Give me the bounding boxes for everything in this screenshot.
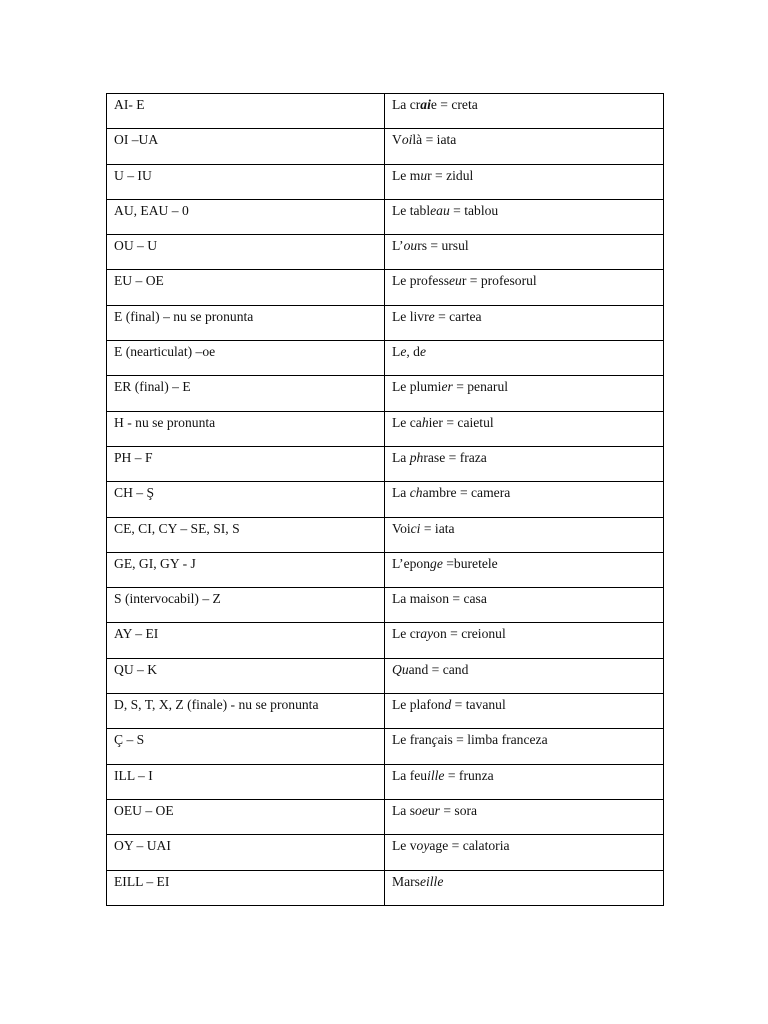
example-segment: u	[420, 167, 428, 183]
example-cell	[385, 694, 664, 729]
example-segment: La s	[392, 802, 416, 818]
rule-cell: E (nearticulat) –oe	[107, 341, 385, 376]
example-segment: s	[430, 591, 436, 607]
rule-cell: S (intervocabil) – Z	[107, 588, 385, 623]
example-segment: ch	[409, 485, 423, 501]
example-segment: ai	[420, 97, 431, 112]
example-segment: rase = fraza	[423, 449, 487, 465]
rule-cell: CE, CI, CY – SE, SI, S	[107, 517, 385, 552]
rule-cell: OY – UAI	[107, 835, 385, 870]
example-segment: = tavanul	[451, 697, 506, 713]
example-segment: rs = ursul	[417, 238, 469, 254]
rule-cell: ER (final) – E	[107, 376, 385, 411]
example-cell	[385, 270, 664, 305]
pronunciation-table-body	[107, 94, 664, 906]
example-segment: ou	[403, 238, 418, 254]
example-cell	[385, 482, 664, 517]
table-row	[107, 729, 664, 764]
example-cell	[385, 835, 664, 870]
rule-cell: AU, EAU – 0	[107, 199, 385, 234]
example-segment: = tablou	[449, 202, 499, 218]
example-segment: r = profesorul	[461, 273, 537, 289]
example-segment: La	[392, 449, 410, 465]
example-segment: La feu	[392, 767, 428, 783]
table-row	[107, 376, 664, 411]
example-segment: Qu	[392, 661, 409, 677]
example-cell	[385, 199, 664, 234]
example-cell	[385, 517, 664, 552]
example-segment: Voi	[392, 520, 411, 536]
table-row	[107, 446, 664, 481]
example-cell	[385, 94, 664, 129]
rule-cell: H - nu se pronunta	[107, 411, 385, 446]
example-cell	[385, 376, 664, 411]
example-segment: = cartea	[434, 308, 482, 324]
example-cell	[385, 305, 664, 340]
example-segment: ge	[430, 555, 443, 571]
example-segment: Le ca	[392, 414, 422, 430]
table-row	[107, 835, 664, 870]
rule-cell: E (final) – nu se pronunta	[107, 305, 385, 340]
example-segment: V	[392, 132, 402, 148]
rule-cell: Ç – S	[107, 729, 385, 764]
example-cell	[385, 164, 664, 199]
example-segment: Le cr	[392, 626, 421, 642]
example-segment: age = calatoria	[429, 838, 510, 854]
example-segment: L’epon	[392, 555, 431, 571]
example-segment: = penarul	[452, 379, 509, 395]
example-segment: e	[400, 344, 407, 360]
example-cell	[385, 341, 664, 376]
table-row	[107, 129, 664, 164]
table-row	[107, 270, 664, 305]
example-segment: Le profess	[392, 273, 449, 289]
example-cell	[385, 729, 664, 764]
table-row	[107, 694, 664, 729]
example-cell	[385, 658, 664, 693]
example-segment: r = zidul	[427, 167, 474, 183]
example-cell	[385, 588, 664, 623]
example-cell	[385, 764, 664, 799]
table-row	[107, 623, 664, 658]
example-cell	[385, 799, 664, 834]
rule-cell: AY – EI	[107, 623, 385, 658]
example-segment: La cr	[392, 97, 421, 112]
example-segment: = frunza	[444, 767, 494, 783]
rule-cell: ILL – I	[107, 764, 385, 799]
rule-cell: GE, GI, GY - J	[107, 552, 385, 587]
rule-cell: OU – U	[107, 235, 385, 270]
example-segment: ier = caietul	[428, 414, 494, 430]
example-cell	[385, 411, 664, 446]
example-segment: L	[392, 344, 401, 360]
example-segment: and = cand	[408, 661, 469, 677]
example-segment: e	[428, 308, 435, 324]
example-cell	[385, 552, 664, 587]
table-row	[107, 552, 664, 587]
rule-cell: U – IU	[107, 164, 385, 199]
example-segment: Le livr	[392, 308, 429, 324]
example-segment: = sora	[439, 802, 478, 818]
table-row	[107, 341, 664, 376]
example-segment: Le v	[392, 838, 417, 854]
table-row	[107, 588, 664, 623]
example-segment: oi	[401, 132, 413, 148]
table-row	[107, 482, 664, 517]
table-row	[107, 517, 664, 552]
rule-cell: EILL – EI	[107, 870, 385, 905]
example-cell	[385, 129, 664, 164]
example-segment: oe	[415, 802, 428, 818]
example-segment: ci	[410, 520, 421, 536]
example-cell	[385, 446, 664, 481]
rule-cell: CH – Ş	[107, 482, 385, 517]
example-segment: u	[427, 802, 435, 818]
example-segment: h	[421, 414, 429, 430]
rule-cell: OI –UA	[107, 129, 385, 164]
rule-cell: EU – OE	[107, 270, 385, 305]
table-row	[107, 164, 664, 199]
table-row	[107, 94, 664, 129]
example-segment: on = creionul	[433, 626, 506, 642]
rule-cell: D, S, T, X, Z (finale) - nu se pronunta	[107, 694, 385, 729]
example-cell	[385, 623, 664, 658]
example-segment: eille	[419, 873, 444, 889]
example-segment: eu	[449, 273, 462, 289]
example-segment: r	[434, 802, 440, 818]
example-segment: =buretele	[442, 555, 498, 571]
example-segment: eau	[430, 202, 450, 218]
table-row	[107, 305, 664, 340]
example-segment: Le plafon	[392, 697, 445, 713]
example-segment: oy	[416, 838, 430, 854]
example-segment: ais = limba franceza	[437, 732, 548, 748]
example-segment: = iata	[420, 520, 455, 536]
rule-cell: AI- E	[107, 94, 385, 129]
example-segment: , d	[406, 344, 420, 360]
example-segment: là = iata	[412, 132, 457, 148]
example-segment: ille	[427, 767, 445, 783]
example-segment: e = creta	[430, 97, 478, 112]
example-segment: Le m	[392, 167, 421, 183]
example-segment: La mai	[392, 591, 431, 607]
example-segment: er	[441, 379, 453, 395]
example-segment: L’	[392, 238, 404, 254]
example-segment: ambre = camera	[422, 485, 511, 501]
example-segment: Mars	[392, 873, 420, 889]
rule-cell: QU – K	[107, 658, 385, 693]
table-row	[107, 799, 664, 834]
example-segment: on = casa	[435, 591, 487, 607]
pronunciation-table	[106, 93, 664, 906]
example-segment: ph	[409, 449, 424, 465]
table-row	[107, 658, 664, 693]
example-segment: Le fran	[392, 732, 432, 748]
example-segment: ç	[431, 732, 438, 748]
example-cell	[385, 870, 664, 905]
example-segment: Le tabl	[392, 202, 431, 218]
rule-cell: OEU – OE	[107, 799, 385, 834]
example-segment: e	[419, 344, 426, 360]
example-segment: La	[392, 485, 410, 501]
example-cell	[385, 235, 664, 270]
example-segment: Le plumi	[392, 379, 442, 395]
table-row	[107, 411, 664, 446]
example-segment: ay	[420, 626, 434, 642]
rule-cell: PH – F	[107, 446, 385, 481]
table-row	[107, 764, 664, 799]
example-segment: d	[444, 697, 452, 713]
table-row	[107, 235, 664, 270]
table-row	[107, 870, 664, 905]
table-row	[107, 199, 664, 234]
